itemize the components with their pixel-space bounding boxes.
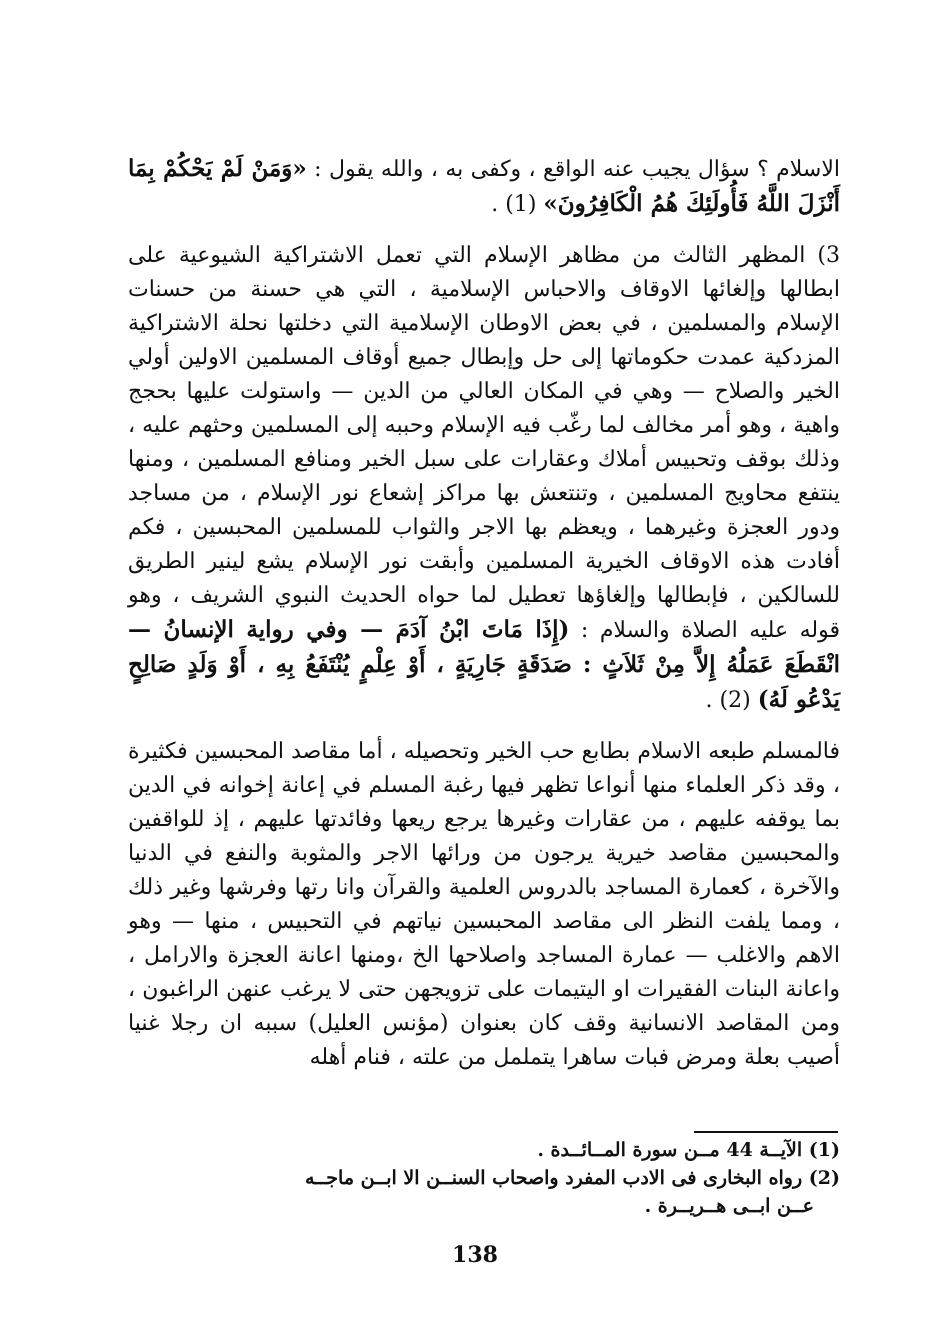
footnote-2-continuation: عــن ابــى هــريــرة . <box>644 1195 814 1217</box>
hadith-quote: (إِذَا مَاتَ ابْنُ آدَمَ — وفي رواية الإنسانُ — انْقَطَعَ عَمَلُهُ إِلاَّ مِنْ ثَلاَثٍ : صَدَقَةٍ جَارِيَةٍ ، أَوْ عِلْمٍ يُنْتَفَعُ بِهِ ، أَوْ وَلَدٍ صَالِحٍ يَدْعُو لَهُ) <box>128 616 840 713</box>
paragraph-3-text: فالمسلم طبعه الاسلام بطابع حب الخير وتحصيله ، أما مقاصد المحبسين فكثيرة ، وقد ذكر العلماء منها أنواعا تظهر فيها رغبة المسلم في إعانة إخوانه في الدين بما يوقفه عليهم ، من عقارات وغيرها يرجع ريعها وفائدتها عليهم ، إذ للواقفين والمحبسين مقاصد خيرية يرجون من ورائها الاجر والمثوبة والنفع في الدنيا والآخرة ، كعمارة المساجد بالدروس العلمية والقرآن وانا رتها وفرشها وغير ذلك ، ومما يلفت النظر الى مقاصد المحبسين نياتهم في التحبيس ، منها — وهو الاهم والاغلب — عمارة المساجد واصلاحها الخ ،ومنها اعانة العجزة والارامل ، واعانة البنات الفقيرات او اليتيمات على تزويجهن حتى لا يرغب عنهن الراغبون ، ومن المقاصد الانسانية وقف كان بعنوان (مؤنس العليل) سببه ان رجلا غنيا أصيب بعلة ومرض فبات ساهرا يتململ من علته ، فنام أهله <box>128 739 840 1070</box>
page-number: 138 <box>452 1242 498 1268</box>
footnote-1: (1) الآيــة 44 مــن سورة المــائــدة . <box>537 1139 840 1161</box>
footnote-2: (2) رواه البخارى فى الادب المفرد واصحاب السنــن الا ابــن ماجــه <box>304 1167 840 1189</box>
footnotes <box>128 1136 840 1220</box>
paragraph-2 <box>128 239 840 718</box>
footnote-divider <box>694 1131 838 1133</box>
paragraph-1 <box>128 152 840 222</box>
paragraph-2-text: 3) المظهر الثالث من مظاهر الإسلام التي تعمل الاشتراكية الشيوعية على ابطالها وإلغائها الاوقاف والاحباس الإسلامية ، التي هي حسنة من حسنات الإسلام والمسلمين ، في بعض الاوطان الإسلامية التي دخلتها نحلة الاشتراكية المزدكية عمدت حكوماتها إلى حل وإبطال جميع أوقاف المسلمين الاولين أولي الخير والصلاح — وهي في المكان العالي من الدين — واستولت عليها بحجج واهية ، وهو أمر مخالف لما رغّب فيه الإسلام وحببه إلى المسلمين وحثهم عليه ، وذلك بوقف وتحبيس أملاك وعقارات على سبل الخير ومنافع المسلمين ، ومنها ينتفع محاويج المسلمين ، وتنتعش بها مراكز إشعاع نور الإسلام ، من مساجد ودور العجزة وغيرهما ، ويعظم بها الاجر والثواب للمسلمين المحبسين ، فكم أفادت هذه الاوقاف الخيرية المسلمين وأبقت نور الإسلام يشع لينير الطريق للسالكين ، فإبطالها وإلغاؤها تعطيل لما حواه الحديث النبوي الشريف ، وهو قوله عليه الصلاة والسلام : <box>128 243 841 643</box>
paragraph-3 <box>128 735 840 1075</box>
body-text <box>128 152 840 1075</box>
footnote-ref-2: (2) . <box>705 688 758 713</box>
footnote-ref-1: (1) . <box>491 192 544 217</box>
paragraph-1-text: الاسلام ؟ سؤال يجيب عنه الواقع ، وكفى به ، والله يقول : <box>306 157 840 182</box>
quran-verse: «وَمَنْ لَمْ يَحْكُمْ بِمَا أَنْزَلَ اللَّهُ فَأُولَئِكَ هُمُ الْكَافِرُونَ» <box>128 155 840 217</box>
